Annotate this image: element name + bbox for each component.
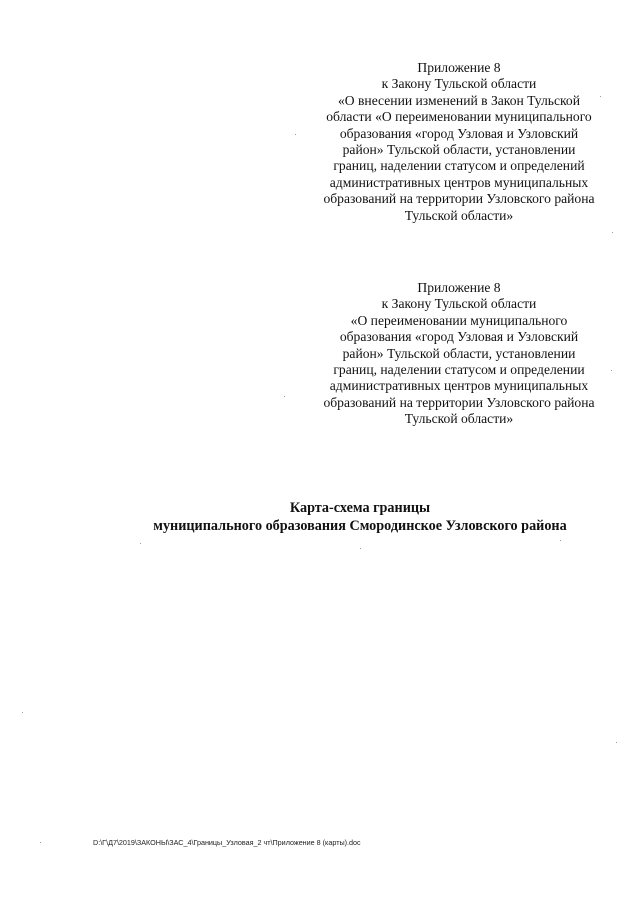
scan-speck [600,96,601,97]
scan-speck [22,712,23,713]
annex-line: области «О переименовании муниципального [326,109,592,125]
annex-line: границ, наделении статусом и определении [333,362,585,378]
annex-line: Приложение 8 [417,280,501,295]
annex-line: образований на территории Узловского района [323,394,595,410]
map-scheme-title [100,499,620,535]
scan-speck [40,842,41,843]
annex-line: Приложение 8 [417,60,501,75]
annex-header-original-law [300,280,618,428]
annex-line: район» Тульской области, установлении [342,345,576,361]
map-title-line: Карта-схема границы [289,500,431,516]
scan-speck [612,232,613,233]
annex-line: образования «город Узловая и Узловский [339,329,579,345]
annex-line: границ, наделении статусом и определений [333,158,585,174]
annex-line: административных центров муниципальных [329,174,589,190]
scan-speck [140,543,141,544]
annex-line: к Закону Тульской области [381,296,537,312]
scan-speck [616,742,617,743]
scan-speck [295,134,296,135]
file-path-footer: D:\Г\Д7\2019\ЗАКОНЫ\ЗАС_4\Границы_Узловая_2 чт\Приложение 8 (карты).doc [93,838,361,847]
scan-speck [284,396,285,397]
annex-line: «О переименовании муниципального [350,312,568,328]
annex-line: Тульской области» [404,411,514,427]
annex-line: к Закону Тульской области [381,76,537,92]
annex-line: образования «город Узловая и Узловский [339,125,579,141]
scan-speck [611,370,612,371]
map-title-line: муниципального образования Смородинское Узловского района [153,518,567,534]
annex-line: район» Тульской области, установлении [342,142,576,158]
scan-speck [560,540,561,541]
annex-line: образований на территории Узловского района [323,191,595,207]
annex-header-amending-law [300,60,618,224]
annex-line: Тульской области» [404,207,514,223]
annex-line: административных центров муниципальных [329,378,589,394]
scan-speck [360,548,361,549]
annex-line: «О внесении изменений в Закон Тульской [337,92,581,108]
